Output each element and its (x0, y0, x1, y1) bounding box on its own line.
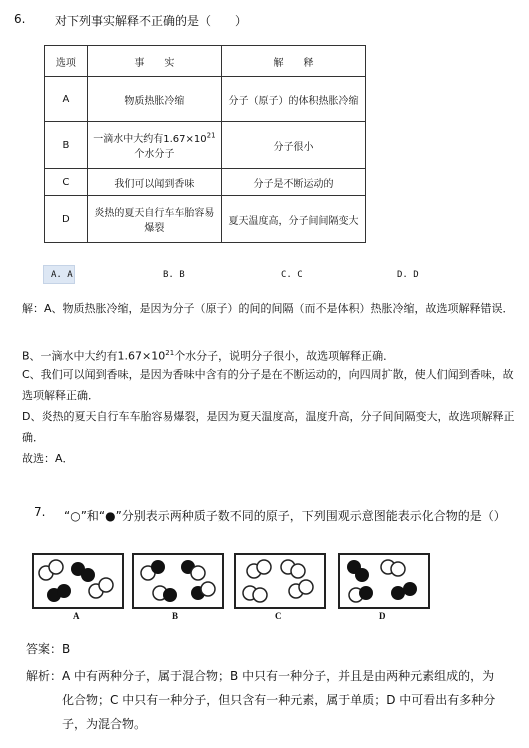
option-c[interactable]: C. C (281, 270, 303, 280)
question-6-number: 6. (14, 12, 26, 26)
row-explain: 夏天温度高，分子间间隔变大 (222, 196, 366, 243)
row-explain: 分子（原子）的体积热胀冷缩 (222, 77, 366, 122)
solution-line-c: C、我们可以闻到香味，是因为香味中含有的分子是在不断运动的，向四周扩散，使人们闻到香味，故选项解释正确． (22, 368, 514, 402)
table-header-row (45, 46, 366, 77)
row-option: B (45, 122, 88, 169)
table-row (45, 122, 366, 169)
header-explain: 解 释 (222, 46, 366, 77)
solution-line-d: D、炎热的夏天自行车车胎容易爆裂，是因为夏天温度高，温度升高，分子间间隔变大，故选项解释正确． (22, 410, 515, 444)
diagram-b (132, 553, 224, 609)
fact-text: 个水分子 (134, 149, 175, 160)
row-fact (87, 122, 221, 169)
diagram-c (234, 553, 326, 609)
diagram-d (338, 553, 430, 609)
row-fact: 物质热胀冷缩 (87, 77, 221, 122)
table-row (45, 77, 366, 122)
option-b[interactable]: B. B (163, 270, 185, 280)
question-7-analysis (26, 664, 516, 736)
row-fact: 炎热的夏天自行车车胎容易爆裂 (87, 196, 221, 243)
row-option: A (45, 77, 88, 122)
question-7-answer: 答案：B (26, 642, 71, 656)
question-6-table (44, 45, 366, 243)
diagram-label-d: D (379, 611, 386, 621)
diagram-label-b: B (172, 611, 179, 621)
option-d[interactable]: D. D (397, 270, 419, 280)
diagram-label-a: A (73, 611, 80, 621)
fact-text: 一滴水中大约有1.67×10 (93, 134, 207, 145)
analysis-line-2: 化合物；C 中只有一种分子，但只含有一种元素，属于单质；D 中可看出有多种分子，为混合物。 (62, 693, 496, 731)
solution-text: B、一滴水中大约有1.67×10 (22, 349, 166, 363)
diagram-a (32, 553, 124, 609)
row-option: C (45, 169, 88, 196)
table-row (45, 196, 366, 243)
exponent: 21 (206, 131, 216, 140)
solution-line-a: 解：A、物质热胀冷缩，是因为分子（原子）的间的间隔（而不是体积）热胀冷缩，故选项解释错误． (22, 302, 514, 315)
question-7-stem: “○”和“●”分别表示两种质子数不同的原子，下列围观示意图能表示化合物的是（） (64, 509, 506, 523)
diagram-label-c: C (275, 611, 282, 621)
header-option: 选项 (45, 46, 88, 77)
molecule-diagram-d (340, 555, 428, 607)
row-explain: 分子很小 (222, 122, 366, 169)
table-row (45, 169, 366, 196)
row-explain: 分子是不断运动的 (222, 169, 366, 196)
analysis-line-1: 解析：A 中有两种分子，属于混合物；B 中只有一种分子，并且是由两种元素组成的，为 (26, 669, 495, 683)
molecule-diagram-c (236, 555, 324, 607)
row-fact: 我们可以闻到香味 (87, 169, 221, 196)
molecule-diagram-b (134, 555, 222, 607)
solution-text: 个水分子，说明分子很小，故选项解释正确． (174, 349, 395, 363)
option-a-label: A. A (51, 270, 73, 280)
row-option: D (45, 196, 88, 243)
question-6-stem: 对下列事实解释不正确的是（ ） (55, 14, 248, 28)
header-fact: 事 实 (87, 46, 221, 77)
molecule-diagram-a (34, 555, 122, 607)
question-7-number: 7. (34, 505, 46, 519)
solution-conclusion: 故选：A． (22, 452, 74, 465)
option-a-selected[interactable] (43, 265, 75, 284)
exponent: 21 (165, 349, 175, 357)
